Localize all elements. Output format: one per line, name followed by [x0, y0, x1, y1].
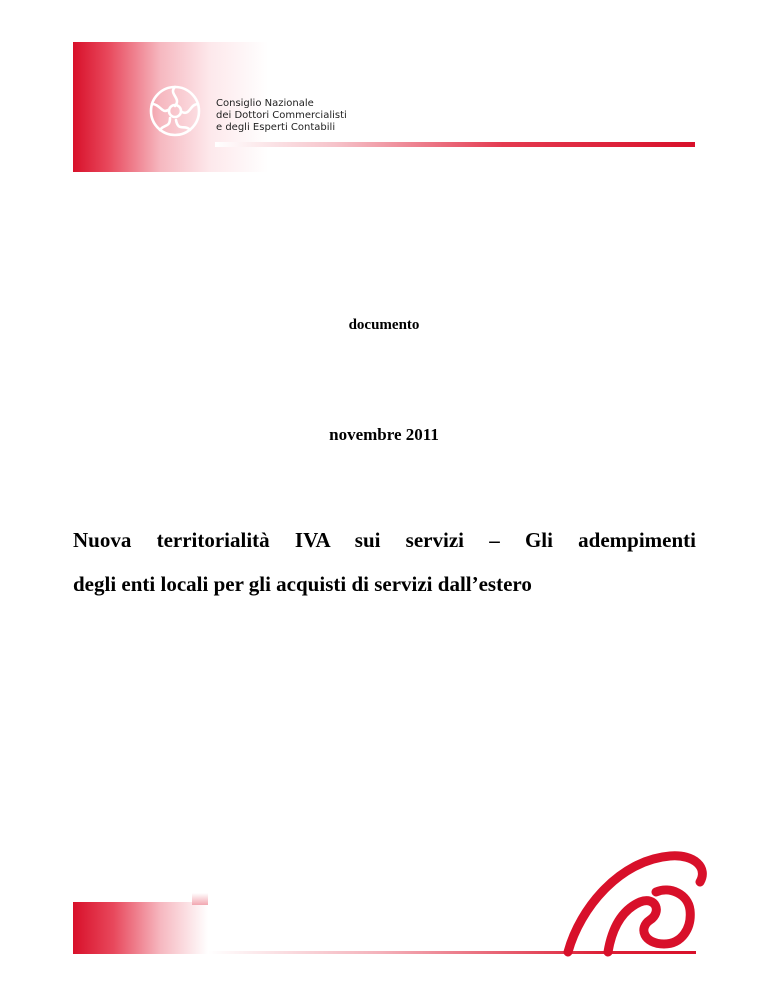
- organization-name: [216, 98, 347, 134]
- header-rule: [215, 142, 695, 147]
- org-name-line-1: Consiglio Nazionale: [216, 98, 314, 109]
- org-name-line-2: dei Dottori Commercialisti: [216, 110, 347, 121]
- document-title-line-1: Nuova territorialità IVA sui servizi – Gli adempimenti: [73, 528, 696, 552]
- footer-gradient-notch: [192, 893, 208, 905]
- document-title: [73, 518, 696, 606]
- org-name-line-3: e degli Esperti Contabili: [216, 122, 336, 133]
- footer-gradient-block: [73, 902, 208, 954]
- swirl-ornament-icon: [560, 848, 710, 958]
- cndcec-logo-icon: [140, 76, 210, 146]
- document-title-line-2: degli enti locali per gli acquisti di servizi dall’estero: [73, 572, 532, 596]
- document-date: novembre 2011: [329, 425, 439, 444]
- document-type-label: documento: [348, 317, 420, 333]
